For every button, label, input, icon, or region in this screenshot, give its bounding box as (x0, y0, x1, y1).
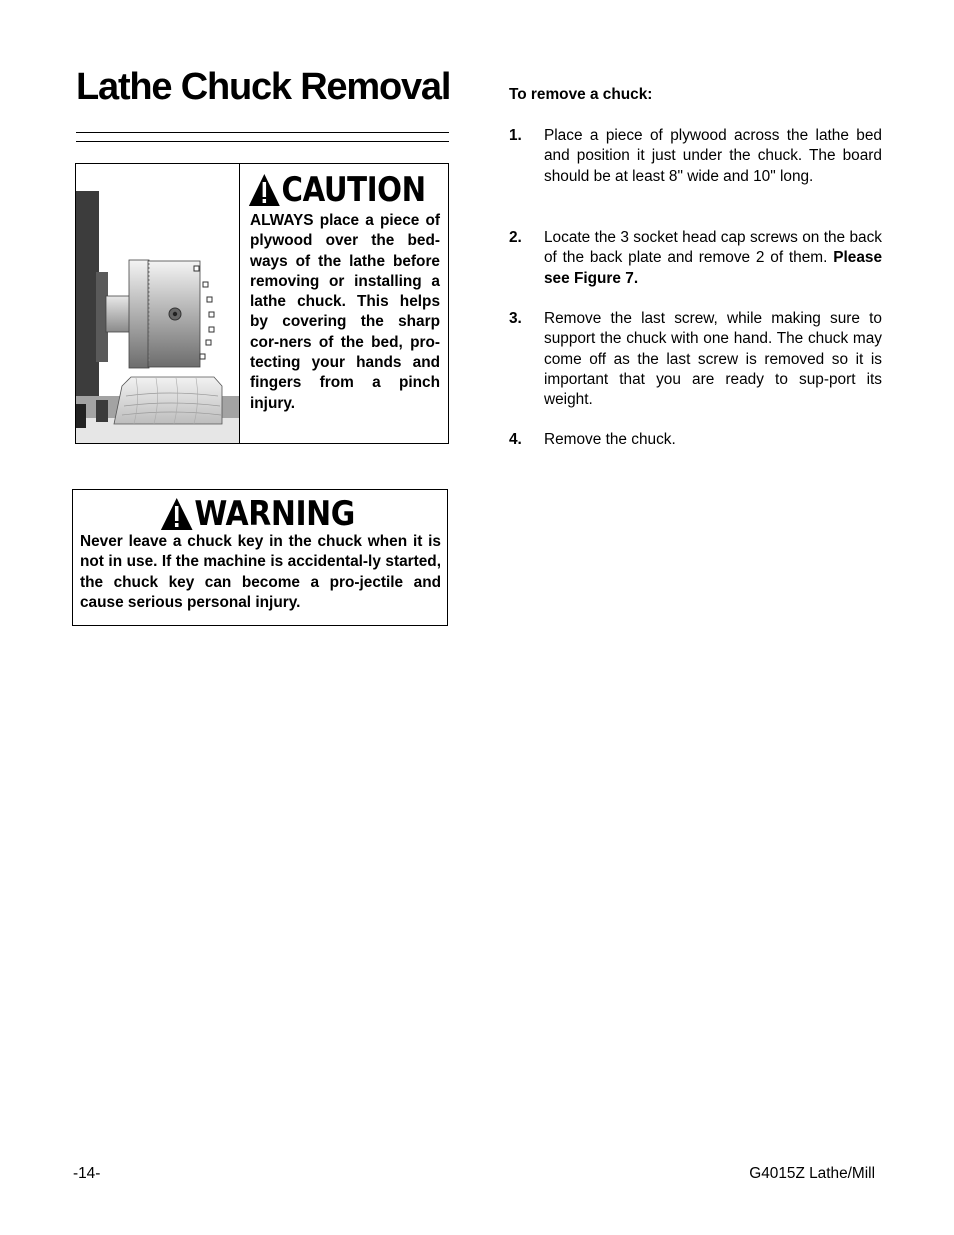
caution-icon (248, 173, 281, 207)
title-rule-bottom (76, 141, 449, 142)
step-text: Remove the last screw, while making sure to support the chuck with one hand. The chuck may come off as the last screw is removed so it is important that you are ready to sup-port its weight. (544, 310, 882, 409)
footer-page-number: -14- (73, 1165, 101, 1182)
caution-heading (248, 170, 426, 210)
step-number: 1. (509, 127, 522, 144)
lathe-chuck-plywood-illustration (76, 164, 240, 443)
step-text: Remove the chuck. (544, 431, 676, 448)
title-rule-top (76, 132, 449, 133)
warning-heading-text: WARNING (194, 494, 355, 534)
step-number: 2. (509, 229, 522, 246)
procedure-heading: To remove a chuck: (509, 86, 653, 103)
footer-model: G4015Z Lathe/Mill (749, 1165, 875, 1182)
caution-text: ALWAYS place a piece of plywood over the bed-ways of the lathe before removing or installing a lathe chuck. This helps by covering the sharp cor-ners of the bed, pro-tecting your hands and fingers from a pinch injury. (250, 212, 440, 412)
warning-box (72, 489, 448, 626)
step-text-container (544, 228, 882, 289)
step-number: 4. (509, 431, 522, 448)
warning-icon (160, 497, 193, 531)
step-text: Locate the 3 socket head cap screws on the back of the back plate and remove 2 of them. (544, 229, 882, 267)
warning-text: Never leave a chuck key in the chuck when it is not in use. If the machine is accidental-ly started, the chuck key can become a pro-jectile and cause serious personal injury. (80, 533, 441, 611)
caution-heading-text: CAUTION (281, 170, 426, 210)
page-title: Lathe Chuck Removal (76, 66, 451, 108)
warning-heading (160, 494, 355, 534)
step-number: 3. (509, 310, 522, 327)
step-text: Place a piece of plywood across the lathe bed and position it just under the chuck. The board should be at least 8" wide and 10" long. (544, 127, 882, 185)
caution-box (75, 163, 449, 444)
figure-reference: Please see Figure 7. (544, 249, 882, 287)
